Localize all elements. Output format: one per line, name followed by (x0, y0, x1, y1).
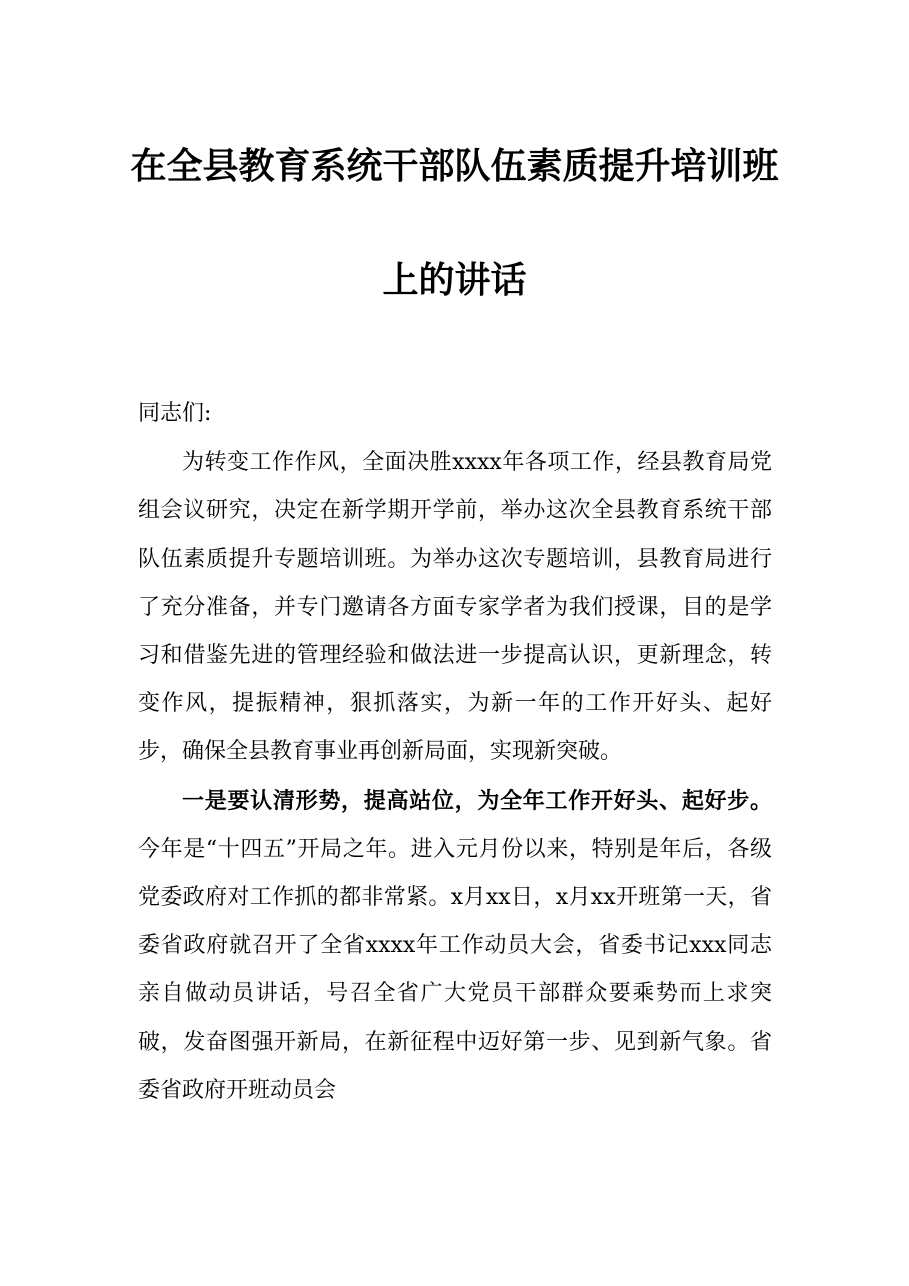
paragraph-1-text: 为转变工作作风，全面决胜xxxx年各项工作，经县教育局党组会议研究，决定在新学期开学前，举办这次全县教育系统干部队伍素质提升专题培训班。为举办这次专题培训，县教育局进行了充分准备，并专门邀请各方面专家学者为我们授课，目的是学习和借鉴先进的管理经验和做法进一步提高认识，更新理念，转变作风，提振精神，狠抓落实，为新一年的工作开好头、起好步，确保全县教育事业再创新局面，实现新突破。 (138, 450, 772, 765)
salutation: 同志们: (138, 401, 212, 426)
document-title-line-1: 在全县教育系统干部队伍素质提升培训班 (130, 145, 779, 187)
paragraph-1 (138, 438, 772, 776)
document-body (138, 390, 772, 1115)
paragraph-2-lead: 一是要认清形势，提高站位，为全年工作开好头、起好步。 (182, 787, 772, 814)
paragraph-2 (138, 777, 772, 1115)
paragraph-2-text: 今年是“十四五”开局之年。进入元月份以来，特别是年后，各级党委政府对工作抓的都非常紧。x月xx日，x月xx开班第一天，省委省政府就召开了全省xxxx年工作动员大会，省委书记xxx同志亲自做动员讲话，号召全省广大党员干部群众要乘势而上求突破，发奋图强开新局，在新征程中迈好第一步、见到新气象。省委省政府开班动员会 (138, 836, 772, 1103)
document-title-line-2: 上的讲话 (382, 259, 527, 301)
